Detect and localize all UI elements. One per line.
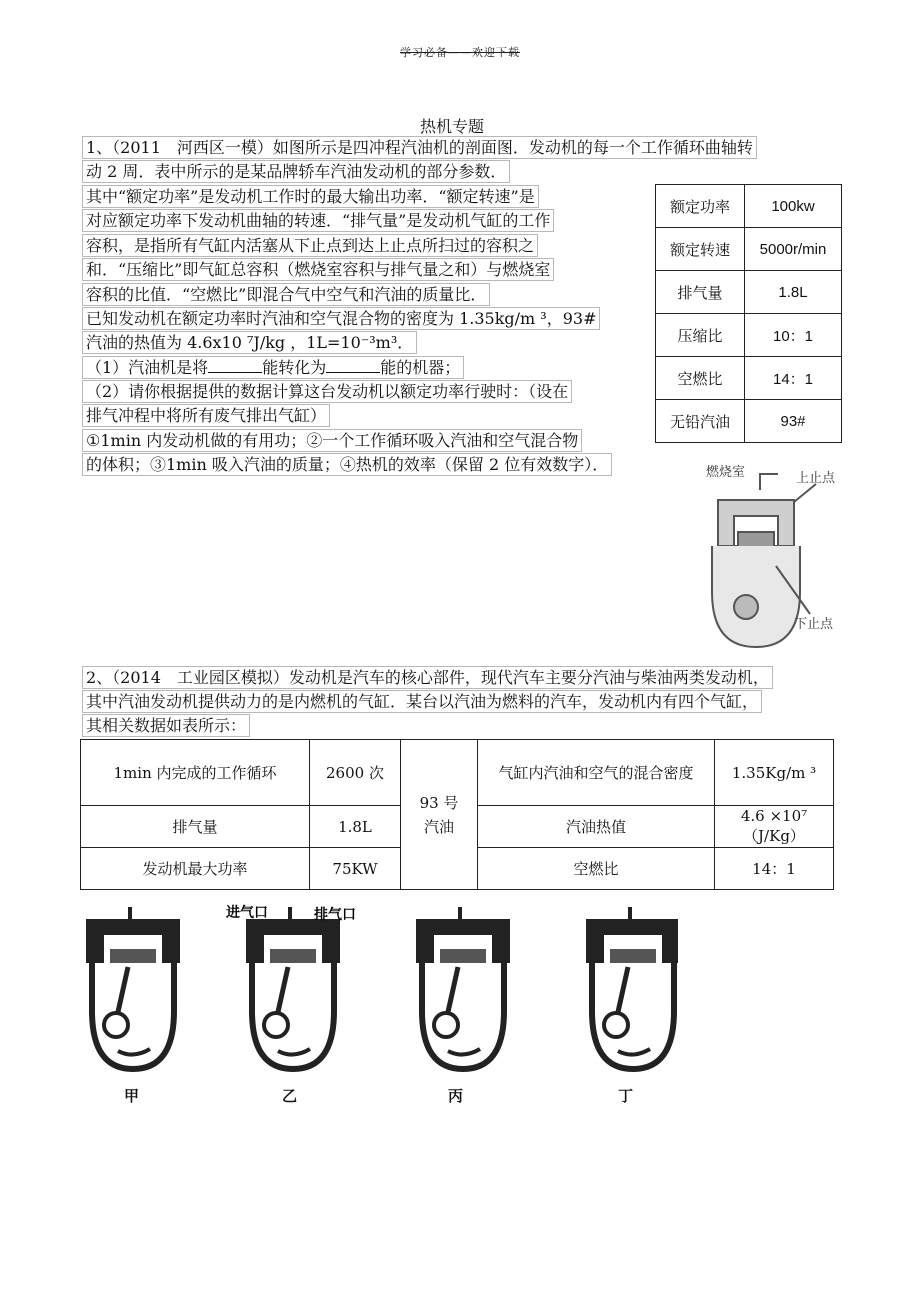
- cell: 空燃比: [478, 848, 715, 890]
- q1-line-7: 容积的比值．“空燃比”即混合气中空气和汽油的质量比．: [82, 283, 490, 306]
- spec-key: 额定功率: [656, 185, 745, 228]
- engine-label-yi: 乙: [282, 1087, 298, 1105]
- table-row: [656, 185, 842, 228]
- spec-value: 93#: [745, 400, 842, 443]
- spec-value: 5000r/min: [745, 228, 842, 271]
- table-row: [656, 357, 842, 400]
- spec-value: 100kw: [745, 185, 842, 228]
- q1-fill-mid: 能转化为: [262, 358, 327, 377]
- q1-line-3: 其中“额定功率”是发动机工作时的最大输出功率．“额定转速”是: [82, 185, 539, 208]
- q1-fill-start: （1）汽油机是将: [86, 358, 209, 377]
- q1-line-14: 的体积；③1min 吸入汽油的质量；④热机的效率（保留 2 位有效数字）．: [82, 453, 612, 476]
- spec-key: 额定转速: [656, 228, 745, 271]
- table-row: [656, 271, 842, 314]
- q1-line-11: （2）请你根据提供的数据计算这台发动机以额定功率行驶时：（设在: [82, 380, 572, 403]
- fuel-grade-cell: [401, 740, 478, 890]
- page-title: 热机专题: [420, 117, 485, 136]
- cell: 4.6 ×10⁷（J/Kg）: [715, 806, 834, 848]
- spec-value: 10：1: [745, 314, 842, 357]
- engine-cross-section-figure: [690, 462, 850, 657]
- q1-line-5: 容积，是指所有气缸内活塞从下止点到达上止点所扫过的容积之: [82, 234, 538, 257]
- q1-fill-end: 能的机器；: [380, 358, 461, 377]
- q2-line-2: 其中汽油发动机提供动力的是内燃机的气缸．某台以汽油为燃料的汽车，发动机内有四个气缸，: [82, 690, 762, 713]
- cell: 1min 内完成的工作循环: [81, 740, 310, 806]
- q1-line-1: 1、（2011 河西区一模）如图所示是四冲程汽油机的剖面图．发动机的每一个工作循环曲轴转: [82, 136, 757, 159]
- page-header: 学习必备——欢迎下载: [400, 46, 520, 59]
- intake-label: 进气口: [226, 905, 268, 921]
- engine-label-ding: 丁: [618, 1087, 634, 1105]
- exhaust-label: 排气口: [314, 907, 356, 923]
- q1-line-2: 动 2 周．表中所示的是某品牌轿车汽油发动机的部分参数．: [82, 160, 510, 183]
- bottom-dead-center-label: 下止点: [794, 617, 834, 632]
- cell: 1.35Kg/m ³: [715, 740, 834, 806]
- spec-key: 空燃比: [656, 357, 745, 400]
- spec-value: 14：1: [745, 357, 842, 400]
- q1-line-9: 汽油的热值为 4.6x10 ⁷J/kg ，1L=10⁻³m³．: [82, 331, 417, 354]
- spec-key: 排气量: [656, 271, 745, 314]
- cell: 1.8L: [310, 806, 401, 848]
- q2-line-1: 2、（2014 工业园区模拟）发动机是汽车的核心部件，现代汽车主要分汽油与柴油两类发动机，: [82, 666, 773, 689]
- spec-value: 1.8L: [745, 271, 842, 314]
- chamber-label: 燃烧室: [706, 465, 746, 480]
- cell: 2600 次: [310, 740, 401, 806]
- spec-key: 无铅汽油: [656, 400, 745, 443]
- q1-line-4: 对应额定功率下发动机曲轴的转速．“排气量”是发动机气缸的工作: [82, 209, 554, 232]
- cell: 汽油热值: [478, 806, 715, 848]
- q1-line-12: 排气冲程中将所有废气排出气缸）: [82, 404, 330, 427]
- table-row: [656, 400, 842, 443]
- q1-line-13: ①1min 内发动机做的有用功；②一个工作循环吸入汽油和空气混合物: [82, 429, 582, 452]
- engine-label-jia: 甲: [124, 1087, 140, 1105]
- engine-spec-table: [655, 184, 842, 443]
- engine-data-table: [80, 739, 834, 890]
- spec-key: 压缩比: [656, 314, 745, 357]
- blank-2[interactable]: [326, 357, 380, 373]
- cell: 气缸内汽油和空气的混合密度: [478, 740, 715, 806]
- engine-strokes-figure: [78, 895, 678, 1095]
- fuel-grade-line1: 93 号: [419, 793, 459, 812]
- engine-label-bing: 丙: [448, 1087, 464, 1105]
- blank-1[interactable]: [208, 357, 262, 373]
- cell: 14：1: [715, 848, 834, 890]
- q1-line-8: 已知发动机在额定功率时汽油和空气混合物的密度为 1.35kg/m ³，93#: [82, 307, 600, 330]
- fuel-grade-line2: 汽油: [423, 817, 454, 836]
- top-dead-center-label: 上止点: [796, 471, 836, 486]
- q1-line-6: 和．“压缩比”即气缸总容积（燃烧室容积与排气量之和）与燃烧室: [82, 258, 554, 281]
- q1-line-10: [82, 356, 464, 379]
- cell: 发动机最大功率: [81, 848, 310, 890]
- table-row: [656, 314, 842, 357]
- cell: 75KW: [310, 848, 401, 890]
- table-row: [81, 740, 834, 806]
- cell: 排气量: [81, 806, 310, 848]
- q2-line-3: 其相关数据如表所示：: [82, 714, 250, 737]
- table-row: [656, 228, 842, 271]
